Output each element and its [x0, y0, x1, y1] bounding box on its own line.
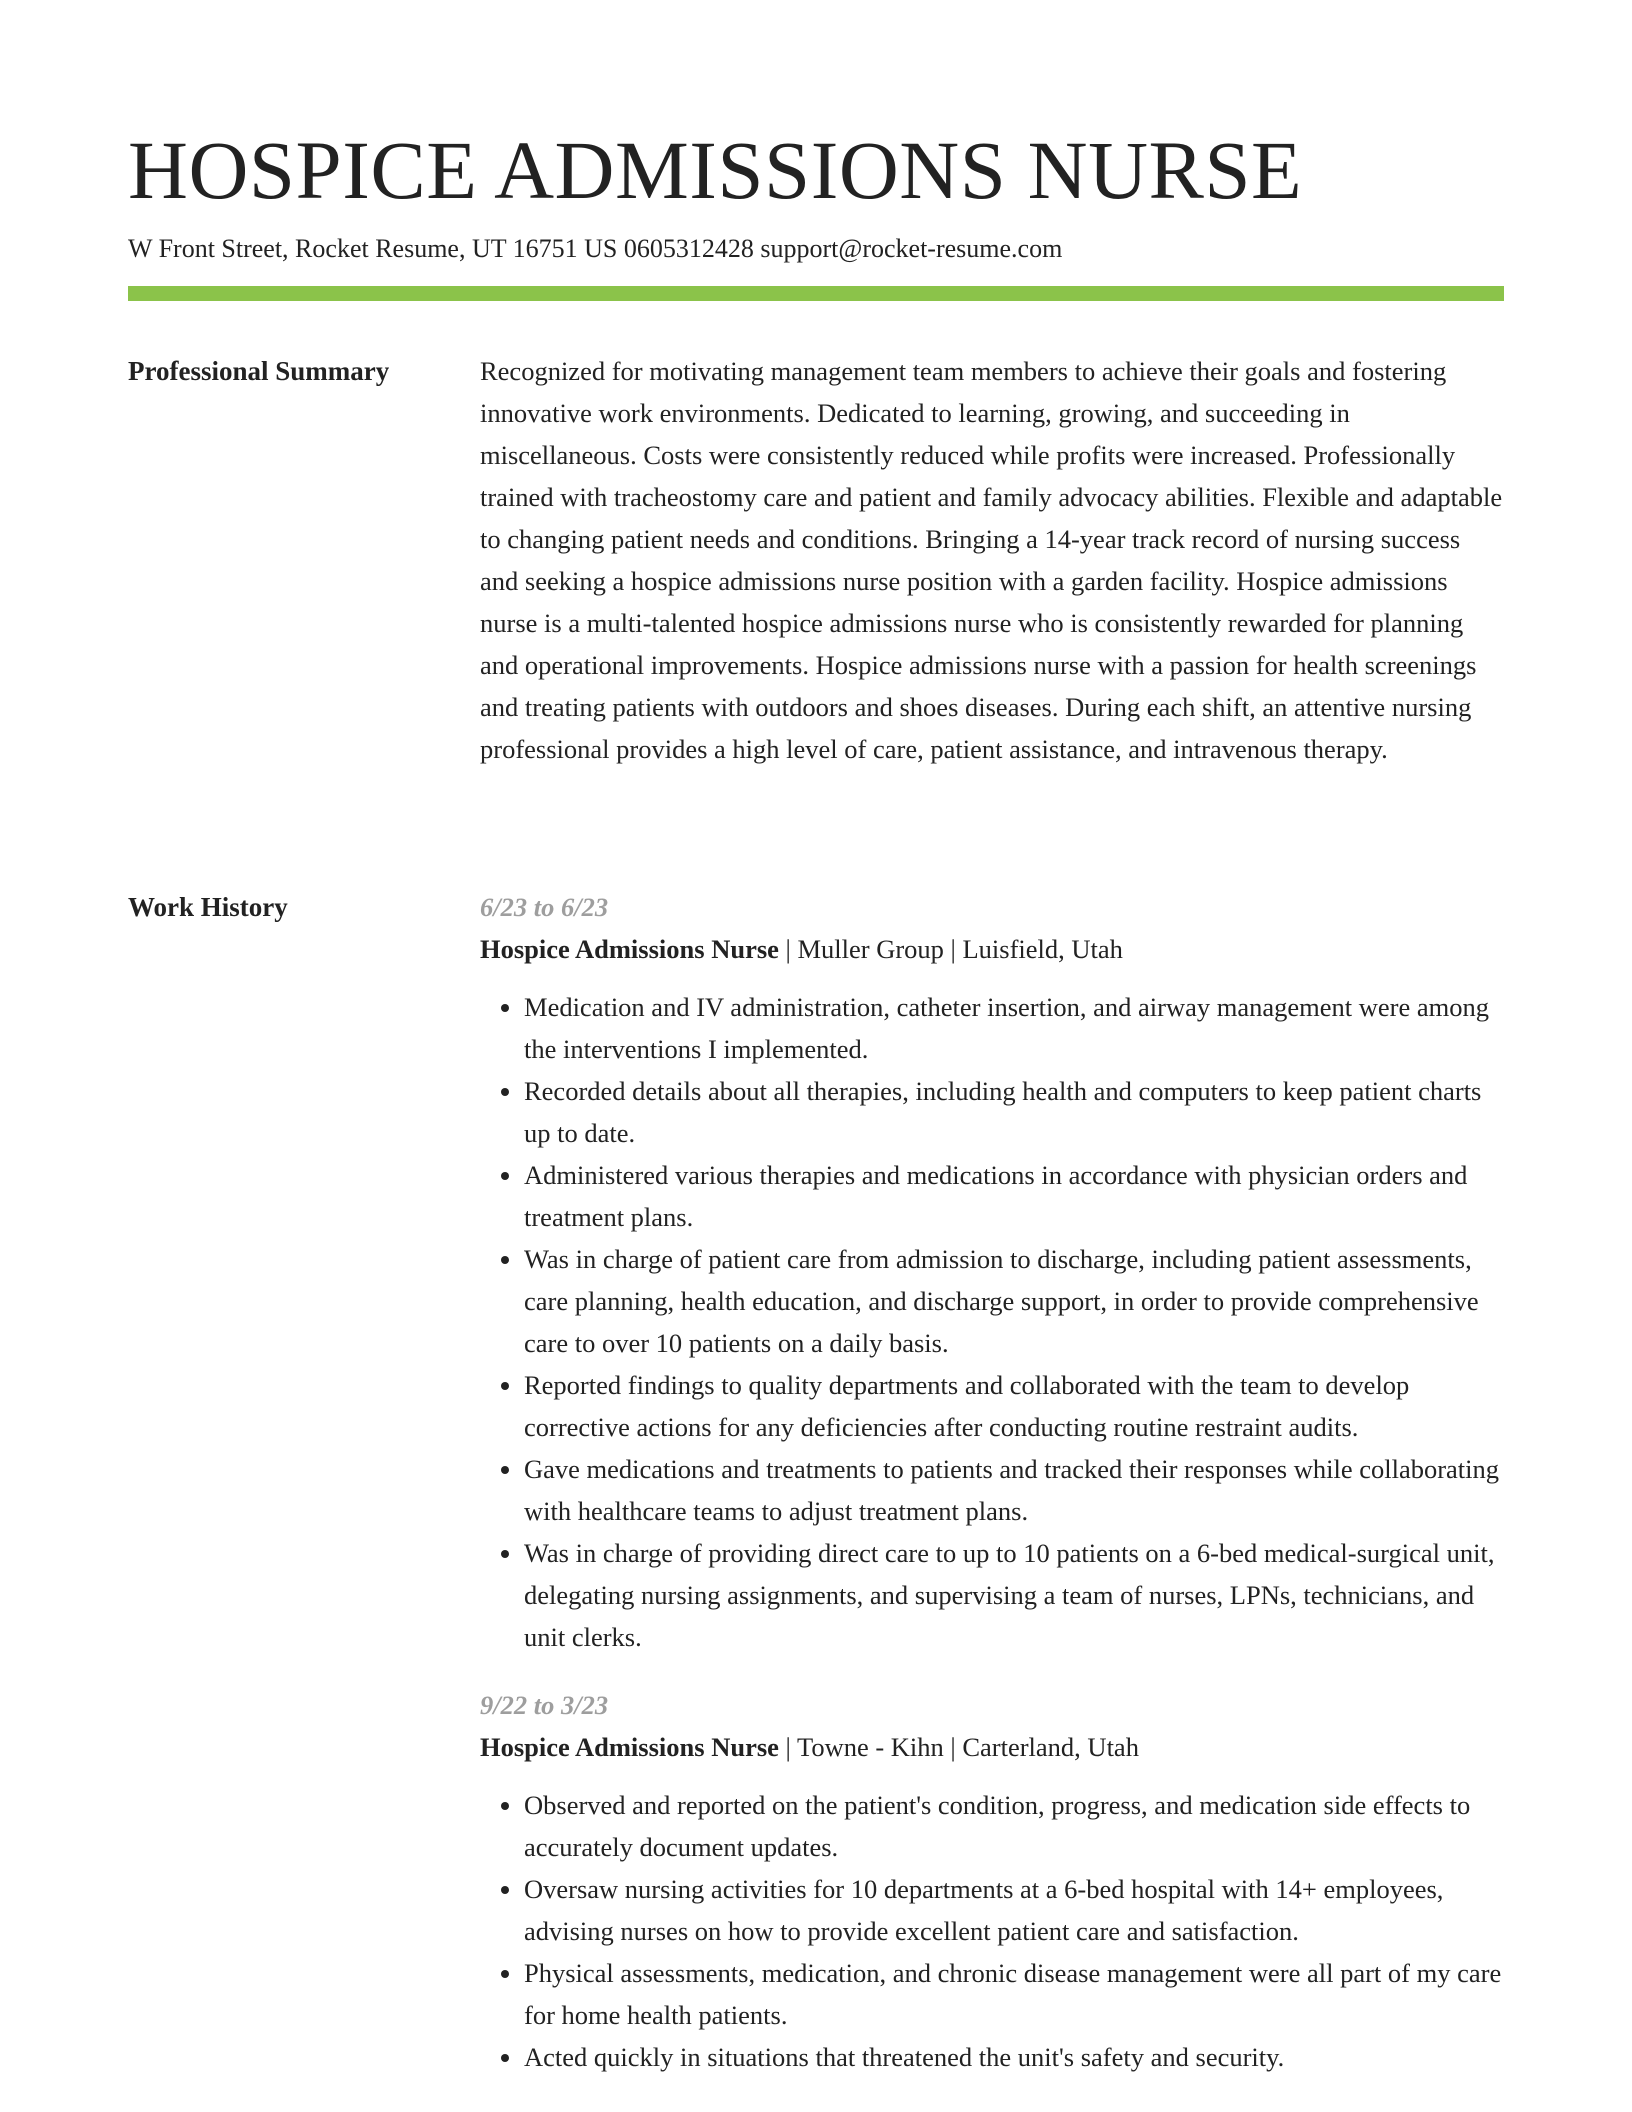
- resume-title: HOSPICE ADMISSIONS NURSE: [128, 124, 1303, 216]
- job-duty-item: • Reported findings to quality departments and collaborated with the team to develop corrective actions for any deficiencies after conducting routine restraint audits.: [524, 1364, 1504, 1448]
- job-duties-list: [480, 1784, 1504, 2078]
- summary-body: [480, 350, 1504, 770]
- contact-line: W Front Street, Rocket Resume, UT 16751 US 0605312428 support@rocket-resume.com: [128, 234, 1063, 263]
- job-entry: [480, 886, 1504, 1658]
- job-duty-item: • Observed and reported on the patient's condition, progress, and medication side effects to accurately document updates.: [524, 1784, 1504, 1868]
- job-duty-item: • Recorded details about all therapies, including health and computers to keep patient charts up to date.: [524, 1070, 1504, 1154]
- job-duty-item: • Acted quickly in situations that threatened the unit's safety and security.: [524, 2036, 1504, 2078]
- job-heading: [480, 928, 1504, 970]
- job-duty-item: • Was in charge of patient care from admission to discharge, including patient assessments, care planning, health education, and discharge support, in order to provide comprehensive care to over 10 patients on a daily basis.: [524, 1238, 1504, 1364]
- job-entry: [480, 1684, 1504, 2078]
- summary-text: Recognized for motivating management team members to achieve their goals and fostering innovative work environments. Dedicated to learning, growing, and succeeding in miscellaneous. Costs were consistently reduced while profits were increased. Professionally trained with tracheostomy care and patient and family advocacy abilities. Flexible and adaptable to changing patient needs and conditions. Bringing a 14-year track record of nursing success and seeking a hospice admissions nurse position with a garden facility. Hospice admissions nurse is a multi-talented hospice admissions nurse who is consistently rewarded for planning and operational improvements. Hospice admissions nurse with a passion for health screenings and treating patients with outdoors and shoes diseases. During each shift, an attentive nursing professional provides a high level of care, patient assistance, and intravenous therapy.: [480, 356, 1503, 764]
- job-dates: 9/22 to 3/23: [480, 1690, 609, 1720]
- job-duty-item: • Was in charge of providing direct care to up to 10 patients on a 6-bed medical-surgical unit, delegating nursing assignments, and supervising a team of nurses, LPNs, technicians, and unit clerks.: [524, 1532, 1504, 1658]
- job-duty-item: • Gave medications and treatments to patients and tracked their responses while collaborating with healthcare teams to adjust treatment plans.: [524, 1448, 1504, 1532]
- job-title: Hospice Admissions Nurse: [480, 934, 779, 964]
- job-employer-location: | Muller Group | Luisfield, Utah: [778, 934, 1123, 964]
- job-dates: 6/23 to 6/23: [480, 892, 609, 922]
- job-duty-item: • Physical assessments, medication, and chronic disease management were all part of my care for home health patients.: [524, 1952, 1504, 2036]
- job-duty-item: • Oversaw nursing activities for 10 departments at a 6-bed hospital with 14+ employees, advising nurses on how to provide excellent patient care and satisfaction.: [524, 1868, 1504, 1952]
- job-employer-location: | Towne - Kihn | Carterland, Utah: [778, 1732, 1139, 1762]
- job-duty-item: • Administered various therapies and medications in accordance with physician orders and treatment plans.: [524, 1154, 1504, 1238]
- work-history-body: [480, 886, 1504, 2104]
- section-heading-summary: Professional Summary: [128, 356, 390, 386]
- job-title: Hospice Admissions Nurse: [480, 1732, 779, 1762]
- job-duty-item: • Medication and IV administration, catheter insertion, and airway management were among the interventions I implemented.: [524, 986, 1504, 1070]
- job-heading: [480, 1726, 1504, 1768]
- section-heading-work-history: Work History: [128, 892, 288, 922]
- job-duties-list: [480, 986, 1504, 1658]
- accent-divider: [128, 286, 1504, 301]
